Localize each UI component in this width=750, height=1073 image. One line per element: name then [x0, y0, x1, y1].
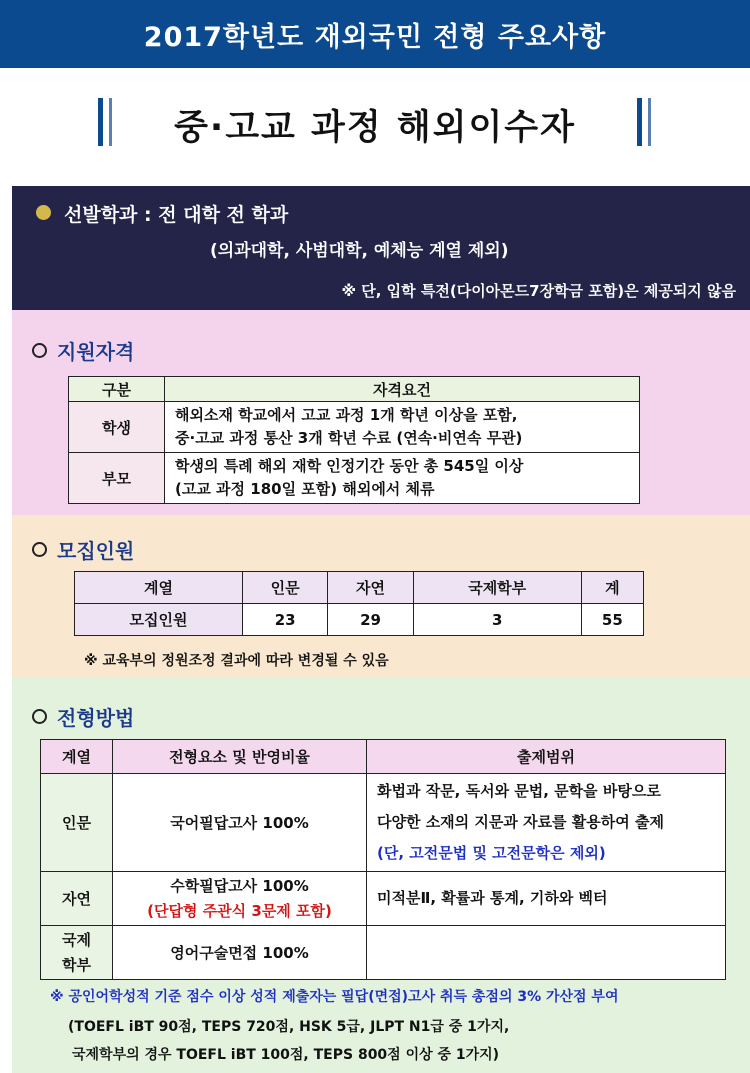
subtitle: 중·고교 과정 해외이수자 — [174, 108, 576, 148]
category-cell: 자연 — [41, 872, 113, 926]
eligibility-table — [68, 376, 640, 504]
scope-line: 화법과 작문, 독서와 문법, 문학을 바탕으로 — [377, 782, 661, 800]
requirement-line: 해외소재 학교에서 고교 과정 1개 학년 이상을 포함, — [175, 406, 518, 424]
category-line: 국제 — [62, 930, 91, 949]
subtitle-row — [0, 68, 750, 186]
bullet-dot-icon — [36, 205, 51, 220]
element-cell — [113, 872, 367, 926]
method-section — [12, 678, 750, 1073]
scope-cell: 미적분Ⅱ, 확률과 통계, 기하와 벡터 — [367, 872, 726, 926]
header-cell: 계 — [581, 572, 643, 604]
right-bars-decoration — [637, 98, 651, 146]
eligibility-title — [32, 336, 134, 365]
table-row — [69, 453, 640, 504]
circle-bullet-icon — [32, 542, 47, 557]
bonus-note: ※ 공인어학성적 기준 점수 이상 성적 제출자는 필답(면접)고사 취득 총점의 3% 가산점 부여 — [50, 989, 619, 1005]
category-line: 학부 — [62, 955, 91, 974]
header-cell: 자연 — [328, 572, 413, 604]
element-note: (단답형 주관식 3문제 포함) — [147, 901, 332, 920]
category-cell: 인문 — [41, 774, 113, 872]
eligibility-section — [12, 310, 750, 515]
value-cell: 23 — [242, 604, 327, 636]
selection-exclusion: (의과대학, 사범대학, 예체능 계열 제외) — [210, 241, 509, 261]
circle-bullet-icon — [32, 343, 47, 358]
requirement-line: (고교 과정 180일 포함) 해외에서 체류 — [175, 480, 435, 498]
table-row — [41, 774, 726, 872]
circle-bullet-icon — [32, 709, 47, 724]
element-cell: 영어구술면접 100% — [113, 926, 367, 980]
category-cell: 모집인원 — [75, 604, 243, 636]
selection-dept: 선발학과 : 전 대학 전 학과 — [64, 204, 289, 226]
bar-decoration — [648, 98, 651, 146]
bar-decoration — [637, 98, 642, 146]
method-title — [32, 702, 134, 731]
recruitment-title — [32, 535, 134, 564]
eligibility-title-text: 지원자격 — [57, 340, 135, 364]
scope-line: (단, 고전문법 및 고전문학은 제외) — [377, 844, 606, 862]
table-header-row — [75, 572, 644, 604]
top-banner — [0, 0, 750, 68]
header-cell: 국제학부 — [413, 572, 581, 604]
header-cell: 인문 — [242, 572, 327, 604]
element-cell: 국어필답고사 100% — [113, 774, 367, 872]
page-title: 2017학년도 재외국민 전형 주요사항 — [143, 21, 607, 53]
method-title-text: 전형방법 — [57, 706, 135, 730]
category-cell — [41, 926, 113, 980]
requirement-cell — [165, 402, 640, 453]
selection-section — [12, 186, 750, 310]
table-row — [41, 872, 726, 926]
recruitment-section — [12, 515, 750, 678]
element-text: 수학필답고사 100% — [170, 876, 309, 895]
header-cell: 전형요소 및 반영비율 — [113, 740, 367, 774]
bonus-criteria-line: (TOEFL iBT 90점, TEPS 720점, HSK 5급, JLPT N1급 중 1가지, — [68, 1019, 510, 1035]
requirement-line: 중·고교 과정 통산 3개 학년 수료 (연속·비연속 무관) — [175, 429, 523, 447]
requirement-line: 학생의 특례 해외 재학 인정기간 동안 총 545일 이상 — [175, 457, 524, 475]
table-row — [75, 604, 644, 636]
value-cell: 3 — [413, 604, 581, 636]
value-cell: 29 — [328, 604, 413, 636]
header-cell: 구분 — [69, 377, 165, 402]
category-cell: 학생 — [69, 402, 165, 453]
table-header-row — [69, 377, 640, 402]
selection-note: ※ 단, 입학 특전(다이아몬드7장학금 포함)은 제공되지 않음 — [341, 282, 736, 300]
table-row — [41, 926, 726, 980]
requirement-cell — [165, 453, 640, 504]
method-table — [40, 739, 726, 980]
recruitment-title-text: 모집인원 — [57, 539, 135, 563]
scope-cell — [367, 774, 726, 872]
scope-line: 다양한 소재의 지문과 자료를 활용하여 출제 — [377, 813, 664, 831]
table-row — [69, 402, 640, 453]
recruitment-note: ※ 교육부의 정원조정 결과에 따라 변경될 수 있음 — [84, 653, 389, 669]
category-cell: 부모 — [69, 453, 165, 504]
table-header-row — [41, 740, 726, 774]
bonus-criteria-line: 국제학부의 경우 TOEFL iBT 100점, TEPS 800점 이상 중 1가지) — [72, 1047, 500, 1063]
header-cell: 계열 — [75, 572, 243, 604]
header-cell: 계열 — [41, 740, 113, 774]
header-cell: 자격요건 — [165, 377, 640, 402]
recruitment-table — [74, 571, 644, 636]
header-cell: 출제범위 — [367, 740, 726, 774]
value-cell: 55 — [581, 604, 643, 636]
scope-cell — [367, 926, 726, 980]
